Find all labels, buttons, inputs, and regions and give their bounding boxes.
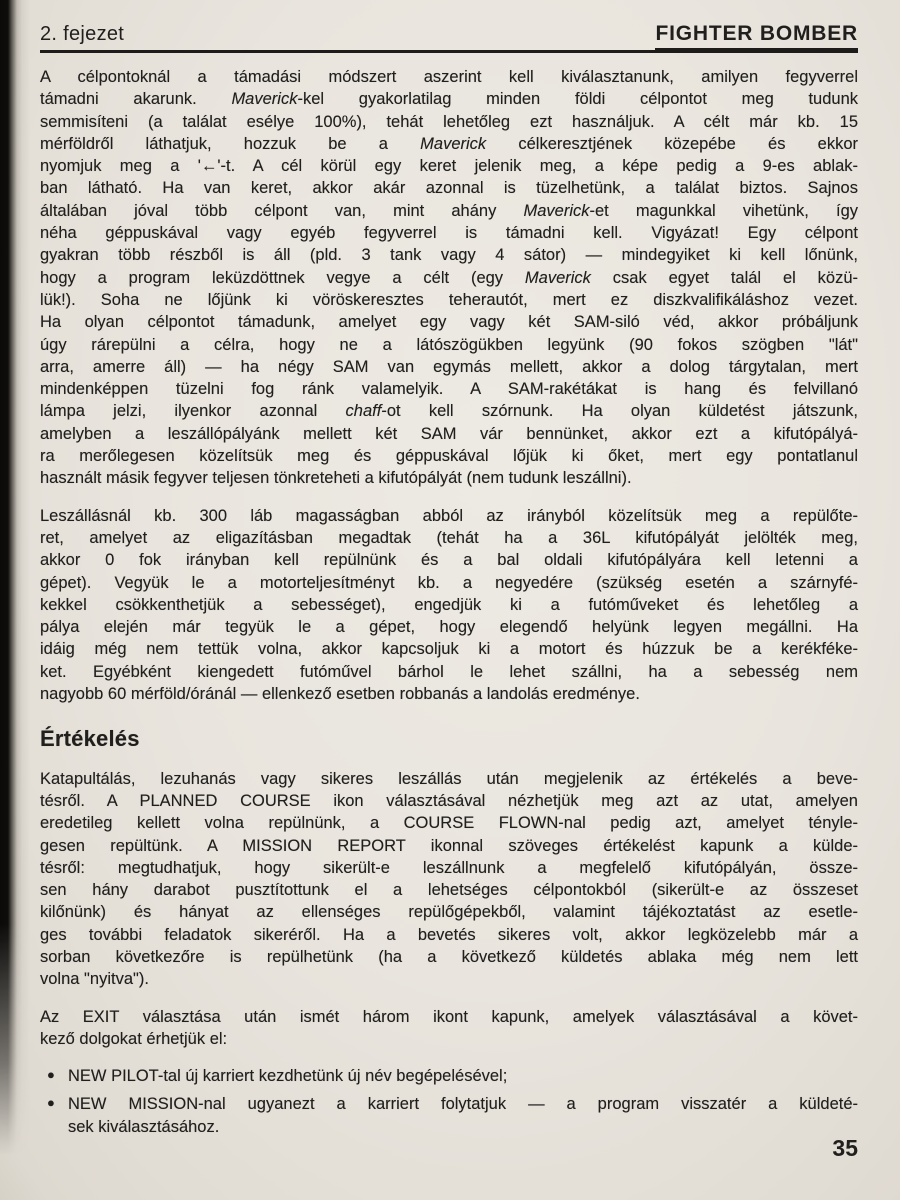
- text-line: általában jóval több célpont van, mint ahány Maverick-et magunkkal vihetünk, így: [40, 201, 858, 220]
- text-line: ra merőlegesen közelítsük meg és géppuskával lőjük ki őket, mert egy pontatlanul: [40, 447, 858, 466]
- bullet-item: [40, 1065, 858, 1087]
- binding-shadow: [0, 0, 30, 1155]
- paragraph: [40, 66, 858, 490]
- text-line: NEW MISSION-nal ugyanezt a karriert folytatjuk — a program visszatér a küldeté-: [68, 1095, 858, 1114]
- bullet-text: [68, 1065, 858, 1087]
- section-heading: Értékelés: [40, 726, 140, 752]
- text-line: arra, amerre áll) — ha négy SAM van egymás mellett, akkor a dolog tárgytalan, mert: [40, 357, 858, 376]
- text-line: kilőnünk) és hányat az ellenséges repülőgépekből, valamint tájékoztatást az esetle-: [40, 903, 858, 922]
- text-line: gyakran több részből is áll (pld. 3 tank vagy 4 sátor) — mindegyiket ki kell lőnünk,: [40, 246, 858, 265]
- text-line: ges további feladatok sikeréről. Ha a bevetés sikeres volt, akkor legközelebb már a: [40, 925, 858, 944]
- text-line: amelyben a leszállópályánk mellett két SAM vár bennünket, akkor ezt a kifutópályá-: [40, 424, 858, 443]
- text-line: akkor 0 fok irányban kell repülnünk és a bal oldali kifutópályára kell letenni a: [40, 551, 858, 570]
- text-line: kekkel csökkenthetjük a sebességet), engedjük ki a futóműveket és lehetőleg a: [40, 595, 858, 614]
- text-line: eredetileg kellett volna repülnünk, a COURSE FLOWN-nal pedig azt, amelyet tényle-: [40, 814, 858, 833]
- text-line: semmisíteni (a találat esélye 100%), tehát lehetőleg ezt használjuk. A célt már kb. 15: [40, 112, 858, 131]
- text-line: pálya elején már tegyük le a gépet, hogy elegendő helyünk legyen megállni. Ha: [40, 618, 858, 637]
- text-line: sen hány darabot pusztítottunk el a lehetséges célpontokból (sikerült-e az összeset: [40, 881, 858, 900]
- text-line: A célpontoknál a támadási módszert aszerint kell kiválasztanunk, amilyen fegyverrel: [40, 68, 858, 86]
- text-line: sorban következőre is repülhetünk (ha a következő küldetés ablaka még nem lett: [40, 947, 858, 966]
- page-body-text: [40, 66, 858, 1144]
- text-line: ban látható. Ha van keret, akkor akár azonnal is tüzelhetünk, a találat biztos. Sajnos: [40, 179, 858, 198]
- text-line: ket. Egyébként kiengedett futóművel bárhol le lehet szállni, ha a sebesség nem: [40, 662, 858, 681]
- page-header: [40, 22, 858, 53]
- text-line: volna "nyitva").: [40, 970, 149, 989]
- text-line: kező dolgokat érhetjük el:: [40, 1029, 228, 1048]
- text-line: Az EXIT választása után ismét három ikont kapunk, amelyek választásával a követ-: [40, 1007, 858, 1026]
- bullet-icon: ●: [47, 1067, 55, 1083]
- text-line: idáig még nem tettük volna, akkor kapcsoljuk ki a motort és húzzuk be a kerékféke-: [40, 640, 858, 659]
- text-line: lük!). Soha ne lőjünk ki vöröskeresztes teherautót, mert ez diszkvalifikáláshoz vezet.: [40, 290, 858, 309]
- page-number: 35: [832, 1135, 858, 1161]
- text-line: Ha olyan célpontot támadunk, amelyet egy vagy két SAM-siló véd, akkor próbáljunk: [40, 313, 858, 332]
- text-line: Leszállásnál kb. 300 láb magasságban abból az irányból közelítsük meg a repülőte-: [40, 506, 858, 525]
- text-line: lámpa jelzi, ilyenkor azonnal chaff-ot kell szórnunk. Ha olyan küldetést játszunk,: [40, 402, 858, 421]
- text-line: mérföldről láthatjuk, hozzuk be a Maverick célkeresztjének közepébe és ekkor: [40, 134, 858, 153]
- text-line: használt másik fegyver teljesen tönkreteheti a kifutópályát (nem tudunk leszállni).: [40, 469, 632, 488]
- book-title: FIGHTER BOMBER: [655, 22, 858, 50]
- text-line: sek kiválasztásához.: [68, 1117, 220, 1136]
- text-line: NEW PILOT-tal új karriert kezdhetünk új név begépelésével;: [68, 1067, 508, 1086]
- bullet-icon: ●: [47, 1095, 55, 1111]
- paragraph: [40, 1006, 858, 1051]
- text-line: tésről: megtudhatjuk, hogy sikerült-e leszállnunk a megfelelő kifutópályán, össze-: [40, 858, 858, 877]
- bullet-item: [40, 1093, 858, 1138]
- chapter-label: 2. fejezet: [40, 23, 125, 45]
- paragraph: [40, 768, 858, 991]
- text-line: tésről. A PLANNED COURSE ikon választásával nézhetjük meg azt az utat, amelyen: [40, 791, 858, 810]
- bullet-text: [68, 1093, 858, 1138]
- text-line: gépet). Vegyük le a motorteljesítményt kb. a negyedére (szükség esetén a szárnyfé-: [40, 573, 858, 592]
- text-line: mindenképpen tüzelni fog ránk valamelyik. A SAM-rakétákat is hang és felvillanó: [40, 380, 858, 399]
- text-line: támadni akarunk. Maverick-kel gyakorlatilag minden földi célpontot meg tudunk: [40, 90, 859, 109]
- text-line: Katapultálás, lezuhanás vagy sikeres leszállás után megjelenik az értékelés a beve-: [40, 769, 858, 788]
- text-line: néha géppuskával vagy egyéb fegyverrel is támadni kell. Vigyázat! Egy célpont: [40, 224, 858, 243]
- text-line: hogy a program leküzdöttnek vegye a célt (egy Maverick csak egyet talál el közü-: [40, 268, 858, 287]
- text-line: úgy rárepülni a célra, hogy ne a látószögükben legyünk (90 fokos szögben "lát": [40, 335, 858, 354]
- text-line: gesen repültünk. A MISSION REPORT ikonnal szöveges értékelést kapunk a külde-: [40, 836, 858, 855]
- paragraph: [40, 505, 858, 706]
- text-line: nyomjuk meg a '←'-t. A cél körül egy keret jelenik meg, a képe pedig a 9-es ablak-: [40, 157, 858, 176]
- text-line: ret, amelyet az eligazításban megadtak (tehát ha a 36L kifutópályát jelölték meg,: [40, 528, 858, 547]
- text-line: nagyobb 60 mérföld/óránál — ellenkező esetben robbanás a landolás eredménye.: [40, 685, 640, 704]
